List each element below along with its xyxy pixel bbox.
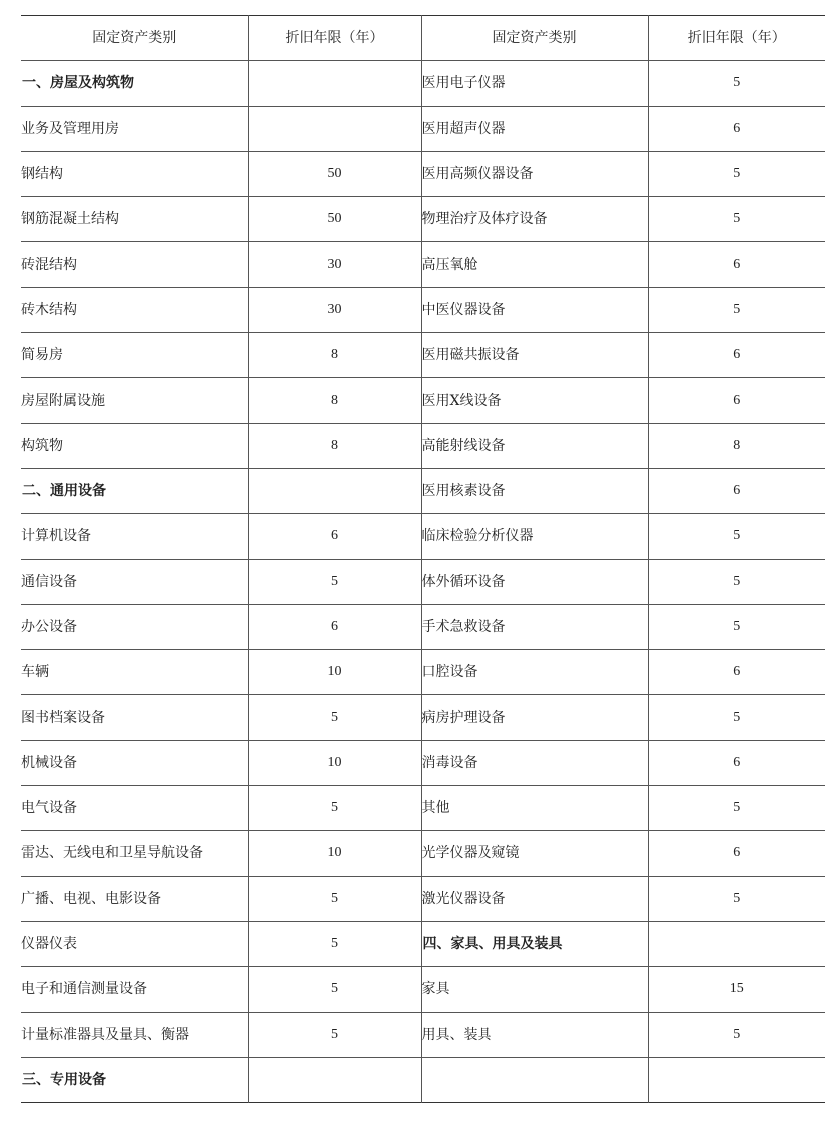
header-category-right: 固定资产类别	[421, 16, 648, 61]
table-row	[21, 831, 825, 876]
category-name-right: 消毒设备	[421, 740, 648, 785]
category-name-left: 广播、电视、电影设备	[21, 890, 161, 907]
depreciation-years-left: 5	[248, 876, 421, 921]
depreciation-years-left: 50	[248, 197, 421, 242]
category-name-left: 计量标准器具及量具、衡器	[21, 1026, 189, 1043]
depreciation-years-left: 8	[248, 423, 421, 468]
category-name-right: 光学仪器及窥镜	[421, 831, 648, 876]
category-name-left: 业务及管理用房	[21, 120, 119, 137]
depreciation-years-right: 5	[648, 559, 825, 604]
table-row	[21, 604, 825, 649]
category-name-left: 办公设备	[21, 619, 77, 635]
category-name-right	[421, 1057, 648, 1102]
category-name-left: 构筑物	[21, 437, 63, 454]
table-row	[21, 650, 825, 695]
table-row	[21, 468, 825, 513]
category-name-left: 钢结构	[21, 166, 63, 183]
depreciation-table-container	[21, 15, 825, 1103]
category-name-right: 手术急救设备	[421, 604, 648, 649]
table-row	[21, 197, 825, 242]
depreciation-years-left: 10	[248, 740, 421, 785]
depreciation-years-left: 6	[248, 514, 421, 559]
category-name-left: 钢筋混凝土结构	[21, 211, 119, 228]
category-name-right: 用具、装具	[421, 1012, 648, 1057]
category-name-left: 砖木结构	[21, 301, 77, 318]
category-name-right: 医用超声仪器	[421, 106, 648, 151]
category-name-left: 房屋附属设施	[21, 392, 105, 409]
depreciation-years-left	[248, 1057, 421, 1102]
header-years-right: 折旧年限（年）	[648, 16, 825, 61]
table-body	[21, 61, 825, 1103]
category-heading-left: 一、房屋及构筑物	[22, 75, 134, 92]
category-name-right: 家具	[421, 967, 648, 1012]
category-name-right: 高能射线设备	[421, 423, 648, 468]
table-row	[21, 559, 825, 604]
depreciation-years-right: 5	[648, 1012, 825, 1057]
category-name-right: 医用核素设备	[421, 468, 648, 513]
depreciation-table	[21, 15, 825, 1103]
category-name-left: 砖混结构	[21, 256, 77, 273]
depreciation-years-right: 5	[648, 695, 825, 740]
table-row	[21, 967, 825, 1012]
depreciation-years-right: 5	[648, 604, 825, 649]
category-name-right: 其他	[421, 786, 648, 831]
category-name-right: 物理治疗及体疗设备	[421, 197, 648, 242]
depreciation-years-right: 6	[648, 468, 825, 513]
depreciation-years-right: 6	[648, 650, 825, 695]
depreciation-years-left: 5	[248, 695, 421, 740]
category-name-right: 体外循环设备	[421, 559, 648, 604]
category-name-right: 医用电子仪器	[421, 61, 648, 106]
depreciation-years-right: 5	[648, 197, 825, 242]
category-heading-right: 四、家具、用具及装具	[421, 921, 648, 966]
depreciation-years-left: 10	[248, 650, 421, 695]
table-row	[21, 921, 825, 966]
depreciation-years-right: 5	[648, 287, 825, 332]
category-name-left: 机械设备	[21, 754, 77, 771]
category-name-right: 临床检验分析仪器	[421, 514, 648, 559]
table-row	[21, 1012, 825, 1057]
depreciation-years-left: 10	[248, 831, 421, 876]
depreciation-years-right: 15	[648, 967, 825, 1012]
table-row	[21, 740, 825, 785]
category-heading-left: 二、通用设备	[22, 483, 106, 500]
depreciation-years-left: 8	[248, 378, 421, 423]
table-row	[21, 333, 825, 378]
depreciation-years-right: 6	[648, 378, 825, 423]
depreciation-years-left: 8	[248, 333, 421, 378]
depreciation-years-left	[248, 468, 421, 513]
table-row	[21, 151, 825, 196]
depreciation-years-left: 5	[248, 559, 421, 604]
table-row	[21, 786, 825, 831]
category-name-left: 车辆	[21, 664, 49, 681]
table-header-row	[21, 16, 825, 61]
depreciation-years-left: 30	[248, 287, 421, 332]
depreciation-years-left	[248, 106, 421, 151]
table-row	[21, 61, 825, 106]
depreciation-years-left: 50	[248, 151, 421, 196]
category-name-right: 医用磁共振设备	[421, 333, 648, 378]
category-name-left: 电气设备	[21, 800, 77, 817]
header-years-left: 折旧年限（年）	[248, 16, 421, 61]
depreciation-years-right: 6	[648, 106, 825, 151]
table-row	[21, 378, 825, 423]
category-name-left: 图书档案设备	[21, 709, 105, 726]
category-name-right: 医用X线设备	[421, 378, 648, 423]
depreciation-years-left: 6	[248, 604, 421, 649]
table-row	[21, 242, 825, 287]
category-name-left: 简易房	[21, 347, 63, 364]
depreciation-years-right: 6	[648, 740, 825, 785]
category-name-right: 激光仪器设备	[421, 876, 648, 921]
category-name-left: 计算机设备	[21, 528, 91, 545]
category-name-left: 雷达、无线电和卫星导航设备	[21, 845, 203, 862]
depreciation-years-right: 6	[648, 242, 825, 287]
table-row	[21, 106, 825, 151]
depreciation-years-left: 5	[248, 967, 421, 1012]
depreciation-years-left: 5	[248, 921, 421, 966]
category-name-right: 高压氧舱	[421, 242, 648, 287]
depreciation-years-right: 6	[648, 831, 825, 876]
depreciation-years-right: 8	[648, 423, 825, 468]
category-name-right: 中医仪器设备	[421, 287, 648, 332]
depreciation-years-left: 5	[248, 786, 421, 831]
category-name-left: 电子和通信测量设备	[21, 981, 147, 998]
category-heading-left: 三、专用设备	[22, 1071, 106, 1088]
category-name-left: 通信设备	[21, 573, 77, 590]
depreciation-years-left: 5	[248, 1012, 421, 1057]
depreciation-years-right: 5	[648, 151, 825, 196]
depreciation-years-right: 5	[648, 786, 825, 831]
depreciation-years-right: 6	[648, 333, 825, 378]
table-row	[21, 876, 825, 921]
table-row	[21, 423, 825, 468]
category-name-right: 病房护理设备	[421, 695, 648, 740]
depreciation-years-right: 5	[648, 61, 825, 106]
table-row	[21, 514, 825, 559]
table-row	[21, 695, 825, 740]
depreciation-years-right	[648, 1057, 825, 1102]
category-name-left: 仪器仪表	[21, 936, 77, 953]
table-row	[21, 1057, 825, 1102]
category-name-right: 口腔设备	[421, 650, 648, 695]
category-name-right: 医用高频仪器设备	[421, 151, 648, 196]
table-row	[21, 287, 825, 332]
depreciation-years-right	[648, 921, 825, 966]
depreciation-years-left: 30	[248, 242, 421, 287]
depreciation-years-right: 5	[648, 514, 825, 559]
depreciation-years-left	[248, 61, 421, 106]
header-category-left: 固定资产类别	[92, 30, 177, 47]
depreciation-years-right: 5	[648, 876, 825, 921]
